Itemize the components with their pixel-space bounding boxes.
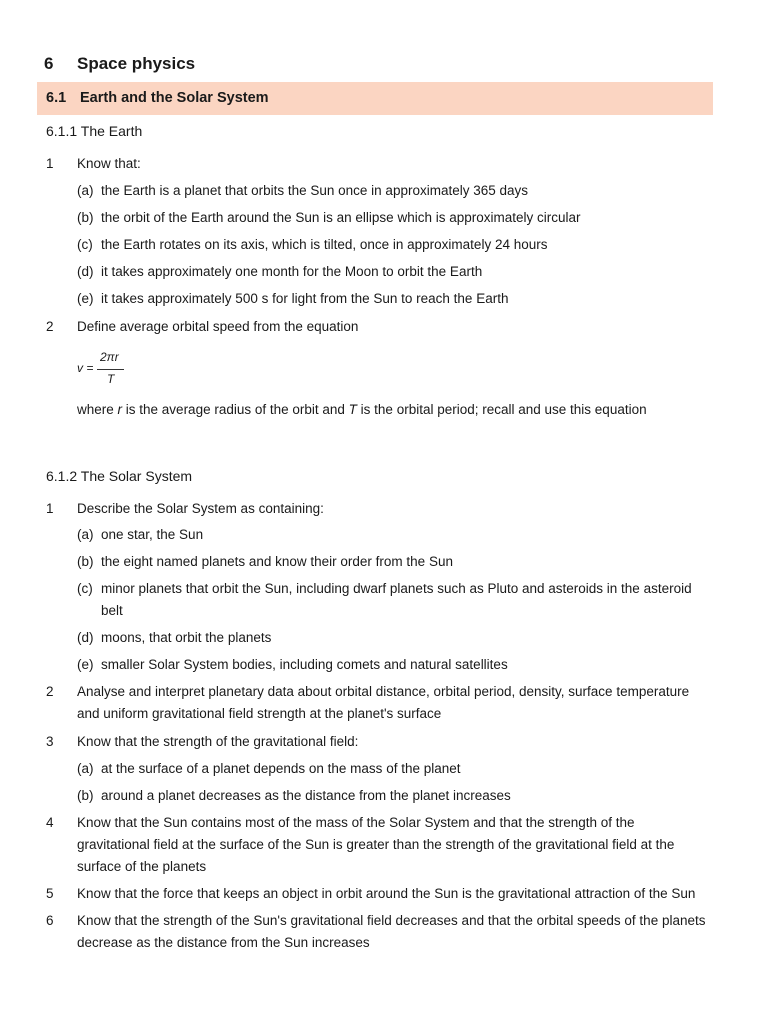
variable-t: T bbox=[348, 402, 357, 417]
item-text: Know that the force that keeps an object in orbit around the Sun is the gravitational attraction of the Sun bbox=[77, 886, 696, 901]
item-number: 1 bbox=[46, 156, 54, 171]
item-text: Define average orbital speed from the equation bbox=[77, 319, 359, 334]
explanation-text: is the orbital period; recall and use this equation bbox=[356, 402, 647, 417]
sub-item-label: (a) bbox=[77, 527, 94, 542]
sub-item-label: (d) bbox=[77, 264, 94, 279]
sub-item-label: (e) bbox=[77, 291, 94, 306]
sub-item-text: one star, the Sun bbox=[101, 527, 204, 542]
item-number: 4 bbox=[46, 815, 54, 830]
subsection-heading-earth: 6.1.1 The Earth bbox=[46, 123, 143, 139]
equation-lhs: v = bbox=[77, 361, 94, 375]
sub-item-label: (b) bbox=[77, 554, 94, 569]
item-text: Analyse and interpret planetary data about orbital distance, orbital period, density, surface temperature and uniform gravitational field strength at the planet's surface bbox=[77, 684, 690, 721]
item-text: Know that: bbox=[77, 156, 141, 171]
sub-item-label: (d) bbox=[77, 630, 94, 645]
sub-item-label: (a) bbox=[77, 761, 94, 776]
subsection-heading-solar-system: 6.1.2 The Solar System bbox=[46, 468, 193, 484]
item-text: Know that the Sun contains most of the mass of the Solar System and that the strength of the gravitational field at the surface of the Sun is greater than the strength of the gravitational field at the surface of the planets bbox=[77, 815, 675, 874]
list-item bbox=[46, 812, 710, 878]
sub-item-text: the eight named planets and know their order from the Sun bbox=[101, 554, 453, 569]
equation-denominator: T bbox=[107, 372, 115, 386]
equation-numerator: 2πr bbox=[100, 350, 119, 364]
item-text: Know that the strength of the gravitational field: bbox=[77, 734, 359, 749]
chapter-title: Space physics bbox=[77, 54, 196, 73]
fraction-bar bbox=[97, 369, 124, 370]
chapter-number: 6 bbox=[44, 54, 54, 73]
item-number: 5 bbox=[46, 886, 54, 901]
item-number: 1 bbox=[46, 501, 54, 516]
sub-item-text: minor planets that orbit the Sun, including dwarf planets such as Pluto and asteroids in the asteroid belt bbox=[101, 581, 692, 618]
section-heading bbox=[46, 90, 269, 106]
list-item bbox=[46, 910, 710, 954]
sub-item-text: it takes approximately 500 s for light from the Sun to reach the Earth bbox=[101, 291, 509, 306]
item-text: Know that the strength of the Sun's gravitational field decreases and that the orbital speeds of the planets decrease as the distance from the Sun increases bbox=[77, 913, 706, 950]
section-title: Earth and the Solar System bbox=[80, 90, 269, 106]
chapter-heading bbox=[44, 54, 195, 74]
item-number: 6 bbox=[46, 913, 54, 928]
explanation-text: where bbox=[77, 402, 118, 417]
explanation-text: is the average radius of the orbit and bbox=[122, 402, 349, 417]
sub-item-text: around a planet decreases as the distance from the planet increases bbox=[101, 788, 511, 803]
sub-item-text: moons, that orbit the planets bbox=[101, 630, 272, 645]
sub-item-label: (c) bbox=[77, 581, 93, 596]
sub-item-label: (a) bbox=[77, 183, 94, 198]
sub-item-text: the orbit of the Earth around the Sun is an ellipse which is approximately circular bbox=[101, 210, 581, 225]
sub-item-text: smaller Solar System bodies, including comets and natural satellites bbox=[101, 657, 508, 672]
variable-r: r bbox=[117, 402, 123, 417]
sub-item-text: it takes approximately one month for the Moon to orbit the Earth bbox=[101, 264, 483, 279]
item-text: Describe the Solar System as containing: bbox=[77, 501, 324, 516]
sub-item-label: (b) bbox=[77, 210, 94, 225]
sub-item-text: the Earth is a planet that orbits the Sun once in approximately 365 days bbox=[101, 183, 529, 198]
section-number: 6.1 bbox=[46, 90, 67, 106]
item-number: 2 bbox=[46, 319, 54, 334]
item-number: 2 bbox=[46, 684, 54, 699]
sub-item-label: (e) bbox=[77, 657, 94, 672]
equation-explanation bbox=[77, 399, 647, 421]
sub-item-label: (b) bbox=[77, 788, 94, 803]
list-item bbox=[46, 681, 710, 725]
sub-item-text: at the surface of a planet depends on the mass of the planet bbox=[101, 761, 461, 776]
sub-item-text: the Earth rotates on its axis, which is tilted, once in approximately 24 hours bbox=[101, 237, 548, 252]
sub-item bbox=[77, 578, 707, 622]
item-number: 3 bbox=[46, 734, 54, 749]
sub-item-label: (c) bbox=[77, 237, 93, 252]
